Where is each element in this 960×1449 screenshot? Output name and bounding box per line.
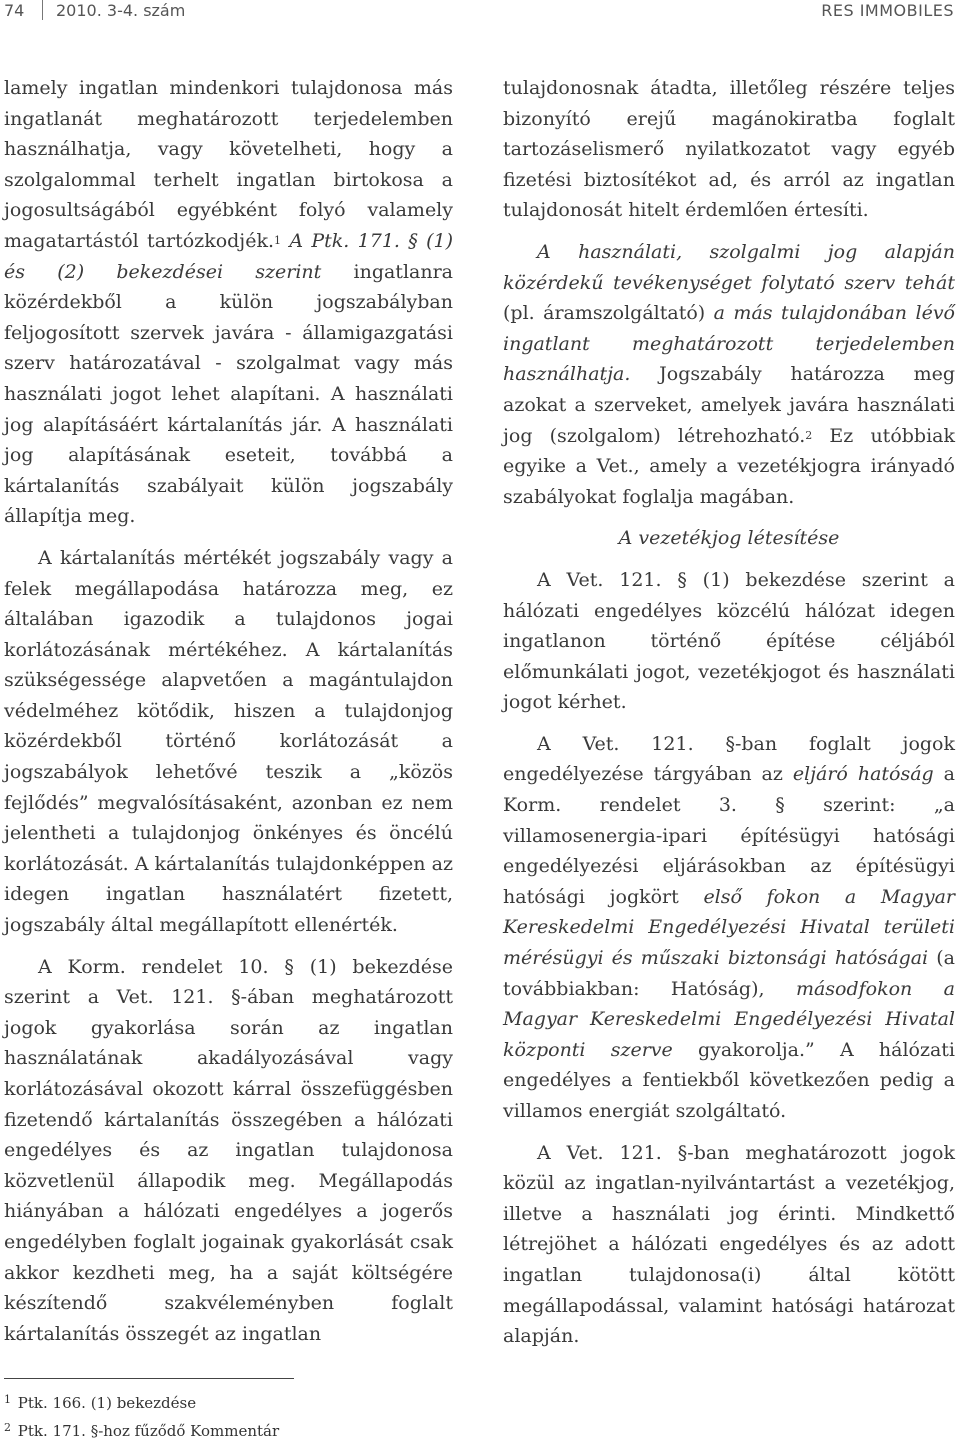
page-number: 74: [4, 1, 25, 20]
footnote-1: [4, 1390, 453, 1418]
footnote-2: [4, 1418, 453, 1446]
footnote-number: 2: [4, 1421, 11, 1434]
page-header: [0, 0, 960, 26]
right-paragraph-3: A Vet. 121. § (1) bekezdése szerint a hálózati engedélyes közcélú hálózat idegen ingatlanon történő építése céljából előmunkálati jogot, vezetékjogot és használati jogot kérhet.: [503, 568, 955, 714]
left-paragraph-2: A kártalanítás mértékét jogszabály vagy a felek megállapodása határozza meg, ez általában igazodik a tulajdonos jogai korlátozásának mértékéhez. A kártalanítás szükségessége alapvetően a magántulajdon védelméhez kötődik, hiszen a tulajdonjog közérdekből történő korlátozását a jogszabályok lehetővé teszik a „közös fejlődés” megvalósításaként, azonban ez nem jelentheti a tulajdonjog önkényes és öncélú korlátozását. A kártalanítás tulajdonképpen az idegen ingatlan használatért fizetett, jogszabály által megállapított ellenérték.: [4, 546, 453, 937]
right-paragraph-5: A Vet. 121. §-ban meghatározott jogok közül az ingatlan-nyilvántartást a vezetékjog, illetve a használati jog érinti. Mindkettő létrejöhet a hálózati engedélyes és az adott ingatlan tulajdonosa(i) által kötött megállapodással, valamint hatósági határozat alapján.: [503, 1141, 955, 1348]
footnote-number: 1: [4, 1393, 11, 1406]
footnote-ref-2[interactable]: 2: [805, 428, 813, 442]
left-paragraph-1: lamely ingatlan mindenkori tulajdonosa más ingatlanát meghatározott terjedelemben használhatja, vagy követelheti, hogy a szolgalommal terhelt ingatlan birtokosa a jogosultságából egyébként folyó valamely magatartástól tartózkodjék.$^1$ A Ptk. 171. § (1) és (2) bekezdései szerint ingatlanra közérdekből a külön jogszabályban feljogosított szervek javára - államigazgatási szerv határozatával - szolgalmat vagy más használati jogot lehet alapítani. A használati jog alapításáért kártalanítás jár. A használati jog alapításának eseteit, továbbá a kártalanítás szabályait külön jogszabály állapítja meg.: [4, 77, 454, 528]
header-separator: [42, 0, 43, 20]
right-paragraph-1: tulajdonosnak átadta, illetőleg részére teljes bizonyító erejű magánokiratba foglalt tartozáselismerő nyilatkozatot vagy egyéb fizetési biztosítékot ad, és arról az ingatlan tulajdonosát hitelt érdemlően értesíti.: [503, 77, 955, 222]
footnote-rule: [4, 1378, 294, 1379]
left-column: [4, 73, 453, 1349]
section-heading: A vezetékjog létesítése: [618, 527, 840, 550]
right-paragraph-4: A Vet. 121. §-ban foglalt jogok engedélyezése tárgyában az eljáró hatóság a Korm. rendelet 3. § szerint: „a villamosenergia-ipari építésügyi hatósági engedélyezési eljárásokban az építésügyi hatósági jogkört első fokon a Magyar Kereskedelmi Engedélyezési Hivatal területi mérésügyi és műszaki biztonsági hatóságai (a továbbiakban: Hatóság), másodfokon a Magyar Kereskedelmi Engedélyezési Hivatal központi szerve gyakorolja.” A hálózati engedélyes a fentiekből következően pedig a villamos energiát szolgáltató.: [503, 732, 956, 1122]
journal-title: RES IMMOBILES: [821, 1, 954, 20]
issue-label: 2010. 3-4. szám: [56, 1, 186, 20]
left-paragraph-3: A Korm. rendelet 10. § (1) bekezdése szerint a Vet. 121. §-ában meghatározott jogok gyakorlása során az ingatlan használatának akadályozásával vagy korlátozásával okozott kárral összefüggésben fizetendő kártalanítás összegében a hálózati engedélyes és az ingatlan tulajdonosa közvetlenül állapodik meg. Megállapodás hiányában a hálózati engedélyes a jogerős engedélyben foglalt jogainak gyakorlását csak akkor kezdheti meg, ha a saját költségére készítendő szakvéleményben foglalt kártalanítás összegét az ingatlan: [4, 955, 453, 1345]
footnote-text: Ptk. 171. §-hoz fűződő Kommentár: [17, 1422, 280, 1440]
footnotes: [4, 1390, 453, 1446]
footnote-ref-1[interactable]: 1: [274, 233, 281, 247]
footnote-text: Ptk. 166. (1) bekezdése: [17, 1394, 197, 1412]
right-column: [503, 73, 955, 1352]
right-paragraph-2: A használati, szolgalmi jog alapján közérdekű tevékenységet folytató szerv tehát (pl. áramszolgáltató) a más tulajdonában lévő ingatlant meghatározott terjedelemben használhatja. Jogszabály határozza meg azokat a szerveket, amelyek javára használati jog (szolgalom) létrehozható.$^2$ Ez utóbbiak egyike a Vet., amely a vezetékjogra irányadó szabályokat foglalja magában.: [503, 240, 955, 508]
